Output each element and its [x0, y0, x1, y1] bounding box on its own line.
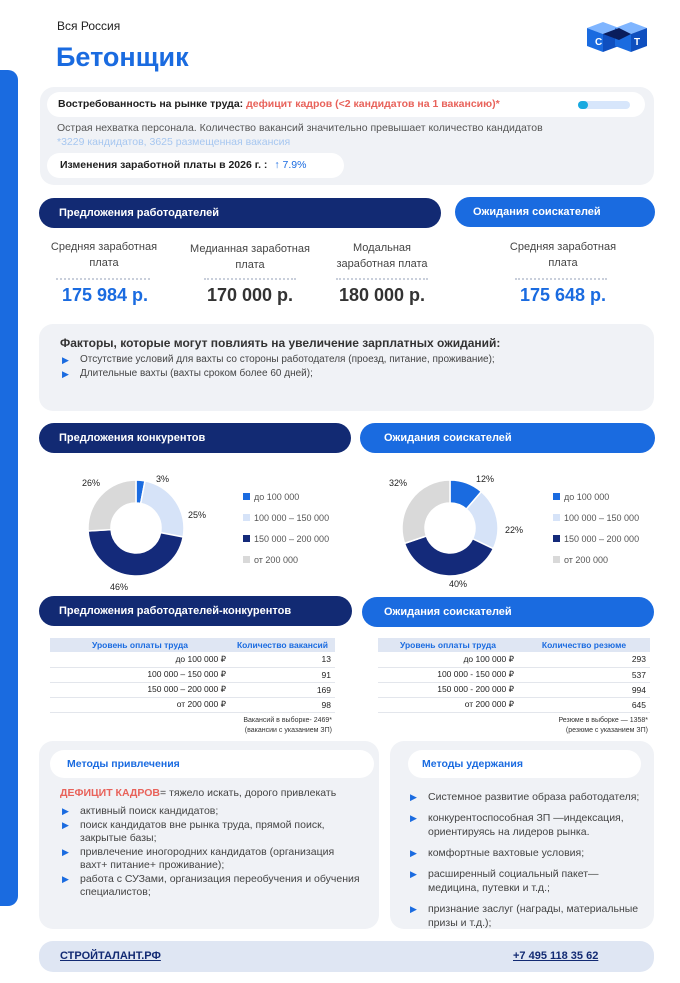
column-header: Уровень оплаты труда	[50, 638, 230, 652]
expectations-header: Ожидания соискателей	[455, 197, 655, 227]
list-item: ▶ Системное развитие образа работодателя;	[410, 790, 650, 804]
table-cell: 169	[230, 682, 335, 697]
employers-table-header: Предложения работодателей-конкурентов	[39, 596, 352, 626]
pct-label: 22%	[505, 525, 524, 535]
phone-link[interactable]: +7 495 118 35 62	[513, 950, 599, 962]
legend-item	[553, 528, 639, 549]
table-row	[50, 682, 335, 697]
logo-letter-c: С	[595, 37, 603, 48]
table-cell: 645	[518, 697, 650, 712]
legend-label: от 200 000	[254, 554, 298, 565]
demand-value: дефицит кадров (<2 кандидатов на 1 вакансию)*	[246, 98, 500, 110]
legend-swatch	[553, 535, 560, 542]
legend-swatch	[243, 556, 250, 563]
legend-swatch	[243, 493, 250, 500]
demand-line	[58, 98, 500, 110]
list-item: ▶ поиск кандидатов вне рынка труда, прямой поиск, закрытые базы;	[62, 819, 362, 846]
competitors-donut-chart	[86, 478, 186, 578]
stat-label-mode: Модальная заработная плата	[336, 242, 428, 270]
stat-label-average: Средняя заработная плата	[50, 241, 158, 269]
column-header: Уровень оплаты труда	[378, 638, 518, 652]
seekers-table	[378, 638, 650, 713]
offers-header: Предложения работодателей	[39, 198, 441, 228]
donut-slice	[88, 530, 183, 576]
stat-divider	[336, 278, 428, 280]
legend-item	[243, 486, 329, 507]
table-cell: 150 000 – 200 000 ₽	[50, 682, 230, 697]
list-item: ▶ признание заслуг (награды, материальные призы и т.д.);	[410, 902, 650, 930]
factors-title: Факторы, которые могут повлиять на увеличение зарплатных ожиданий:	[60, 336, 501, 350]
list-item: ▶ комфортные вахтовые условия;	[410, 846, 650, 860]
legend-label: 100 000 – 150 000	[564, 512, 640, 523]
table-row	[50, 697, 335, 712]
seekers-donut-chart	[400, 478, 500, 578]
competitors-legend	[243, 486, 329, 570]
legend-label: 150 000 – 200 000	[254, 533, 330, 544]
table-cell: 100 000 – 150 000 ₽	[50, 667, 230, 682]
table-cell: 293	[518, 652, 650, 667]
pct-label: 26%	[82, 478, 101, 488]
donut-slice	[405, 536, 494, 576]
legend-label: 100 000 – 150 000	[254, 512, 330, 523]
stat-label-median: Медианная заработная плата	[190, 243, 310, 271]
donut-slice	[141, 481, 184, 537]
retention-list	[410, 790, 650, 930]
legend-item	[243, 549, 329, 570]
pct-label: 40%	[449, 579, 468, 589]
deficit-line	[60, 787, 336, 799]
factors-list	[62, 353, 642, 381]
legend-item	[553, 507, 639, 528]
salary-change-line	[60, 159, 306, 171]
table-cell: 100 000 - 150 000 ₽	[378, 667, 518, 682]
arrow-up-icon: ↑	[274, 159, 280, 171]
legend-label: от 200 000	[564, 554, 608, 565]
legend-item	[553, 549, 639, 570]
employers-table-note	[150, 716, 332, 736]
side-accent-bar	[0, 70, 18, 906]
employers-table	[50, 638, 335, 713]
page-title: Бетонщик	[56, 42, 189, 72]
seekers-header: Ожидания соискателей	[360, 423, 655, 453]
legend-item	[553, 486, 639, 507]
demand-description: Острая нехватка персонала. Количество вакансий значительно превышает количество кандидатов	[57, 122, 543, 134]
table-row	[378, 682, 650, 697]
pct-label: 32%	[389, 478, 408, 488]
legend-swatch	[553, 493, 560, 500]
note-line: (вакансии с указанием ЗП)	[244, 727, 332, 734]
legend-item	[243, 507, 329, 528]
table-row	[50, 652, 335, 667]
legend-swatch	[243, 535, 250, 542]
list-item: ▶ расширенный социальный пакет— медицина, путевки и т.д.;	[410, 867, 650, 895]
pct-label: 12%	[476, 474, 495, 484]
region-label: Вся Россия	[57, 19, 121, 33]
list-item: ▶ активный поиск кандидатов;	[62, 805, 362, 819]
list-item: ▶ конкурентоспособная ЗП —индексация, ориентируясь на лидеров рынка.	[410, 811, 650, 839]
legend-swatch	[553, 556, 560, 563]
retention-title: Методы удержания	[408, 750, 641, 778]
table-row	[50, 667, 335, 682]
competitors-header: Предложения конкурентов	[39, 423, 351, 453]
list-item: ▶ Отсутствие условий для вахты со стороны работодателя (проезд, питание, проживание);	[62, 353, 642, 367]
table-cell: 91	[230, 667, 335, 682]
deficit-text: = тяжело искать, дорого привлекать	[160, 787, 337, 799]
legend-swatch	[243, 514, 250, 521]
donut-slice	[402, 480, 450, 543]
note-line: Резюме в выборке — 1358*	[558, 717, 648, 724]
company-logo	[583, 20, 651, 58]
stat-value-median: 170 000 р.	[206, 285, 294, 305]
table-row	[378, 667, 650, 682]
stat-value-mode: 180 000 р.	[338, 285, 426, 305]
salary-change-value: 7.9%	[282, 159, 307, 171]
table-cell: 98	[230, 697, 335, 712]
stat-divider	[56, 278, 150, 280]
table-cell: 150 000 - 200 000 ₽	[378, 682, 518, 697]
demand-footnote: *3229 кандидатов, 3625 размещенная вакансия	[57, 136, 291, 148]
legend-item	[243, 528, 329, 549]
demand-label: Востребованность на рынке труда:	[58, 98, 244, 110]
website-link[interactable]: СТРОЙТАЛАНТ.РФ	[60, 950, 161, 962]
demand-indicator	[578, 101, 630, 109]
table-cell: до 100 000 ₽	[50, 652, 230, 667]
legend-swatch	[553, 514, 560, 521]
logo-letter-t: Т	[634, 37, 641, 48]
salary-change-label: Изменения заработной платы в 2026 г. :	[60, 159, 268, 171]
note-line: Вакансий в выборке- 2469*	[243, 717, 332, 724]
demand-indicator-fill	[578, 101, 588, 109]
table-cell: 994	[518, 682, 650, 697]
list-item: ▶ работа с СУЗами, организация переобучения и обучения специалистов;	[62, 873, 362, 900]
stat-value-average: 175 984 р.	[61, 285, 149, 305]
column-header: Количество вакансий	[230, 638, 335, 652]
pct-label: 46%	[110, 582, 129, 592]
stat-divider	[204, 278, 296, 280]
table-cell: 13	[230, 652, 335, 667]
table-cell: от 200 000 ₽	[378, 697, 518, 712]
deficit-word: ДЕФИЦИТ КАДРОВ	[60, 787, 161, 799]
stat-label-seekers-average: Средняя заработная плата	[509, 241, 617, 269]
pct-label: 3%	[156, 474, 170, 484]
table-row	[378, 697, 650, 712]
note-line: (резюме с указанием ЗП)	[565, 727, 648, 734]
pct-label: 25%	[188, 510, 207, 520]
list-item: ▶ Длительные вахты (вахты сроком более 60 дней);	[62, 367, 642, 381]
seekers-legend	[553, 486, 639, 570]
list-item: ▶ привлечение иногородних кандидатов (организация вахт+ питание+ проживание);	[62, 846, 362, 873]
legend-label: до 100 000	[254, 491, 300, 502]
legend-label: 150 000 – 200 000	[564, 533, 640, 544]
attraction-list	[62, 805, 362, 900]
table-row	[378, 652, 650, 667]
seekers-table-header: Ожидания соискателей	[362, 597, 654, 627]
column-header: Количество резюме	[518, 638, 650, 652]
attraction-title: Методы привлечения	[50, 750, 374, 778]
legend-label: до 100 000	[564, 491, 610, 502]
stat-divider	[515, 278, 607, 280]
seekers-table-note	[470, 716, 648, 736]
table-cell: от 200 000 ₽	[50, 697, 230, 712]
table-cell: 537	[518, 667, 650, 682]
table-cell: до 100 000 ₽	[378, 652, 518, 667]
stat-value-seekers-average: 175 648 р.	[519, 285, 607, 305]
